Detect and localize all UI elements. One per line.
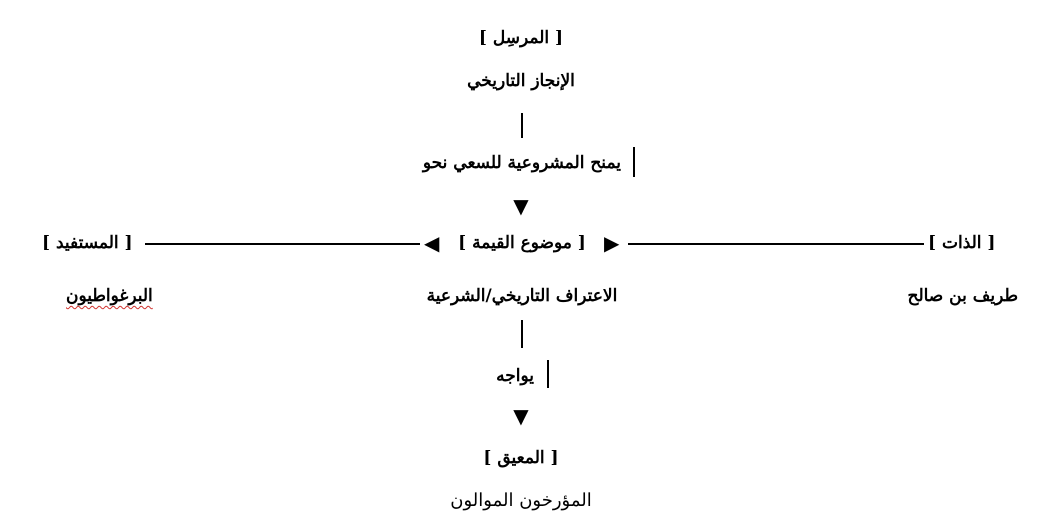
- object-role-label: [ موضوع القيمة ]: [458, 233, 586, 253]
- receiver-value-label: البرغواطيون: [66, 286, 153, 306]
- subject-role-label: [ الذات ]: [928, 233, 996, 253]
- link-bottom-label: يواجه: [496, 366, 534, 386]
- receiver-role-label: [ المستفيد ]: [42, 233, 133, 253]
- object-value-label: الاعتراف التاريخي/الشرعية: [426, 286, 618, 306]
- opponent-value-label: المؤرخون الموالون: [450, 490, 592, 511]
- arrow-down-top-icon: ▼: [513, 194, 529, 218]
- connector-line-bottom: [521, 320, 523, 348]
- connector-line-top: [521, 113, 523, 138]
- arrow-right-icon: ▶: [604, 231, 620, 255]
- sender-value-label: الإنجاز التاريخي: [467, 71, 575, 91]
- opponent-role-label: [ المعيق ]: [483, 448, 559, 468]
- link-top-label: يمنح المشروعية للسعي نحو: [422, 153, 621, 173]
- subject-value-label: طريف بن صالح: [907, 286, 1018, 306]
- link-bracket-bottom: [547, 360, 549, 388]
- object-receiver-line: [145, 243, 420, 245]
- sender-role-label: [ المرسِل ]: [478, 28, 564, 48]
- link-bracket-top: [633, 147, 635, 177]
- arrow-down-bottom-icon: ▼: [513, 404, 529, 428]
- arrow-left-icon: ◀: [424, 231, 440, 255]
- subject-object-line: [628, 243, 924, 245]
